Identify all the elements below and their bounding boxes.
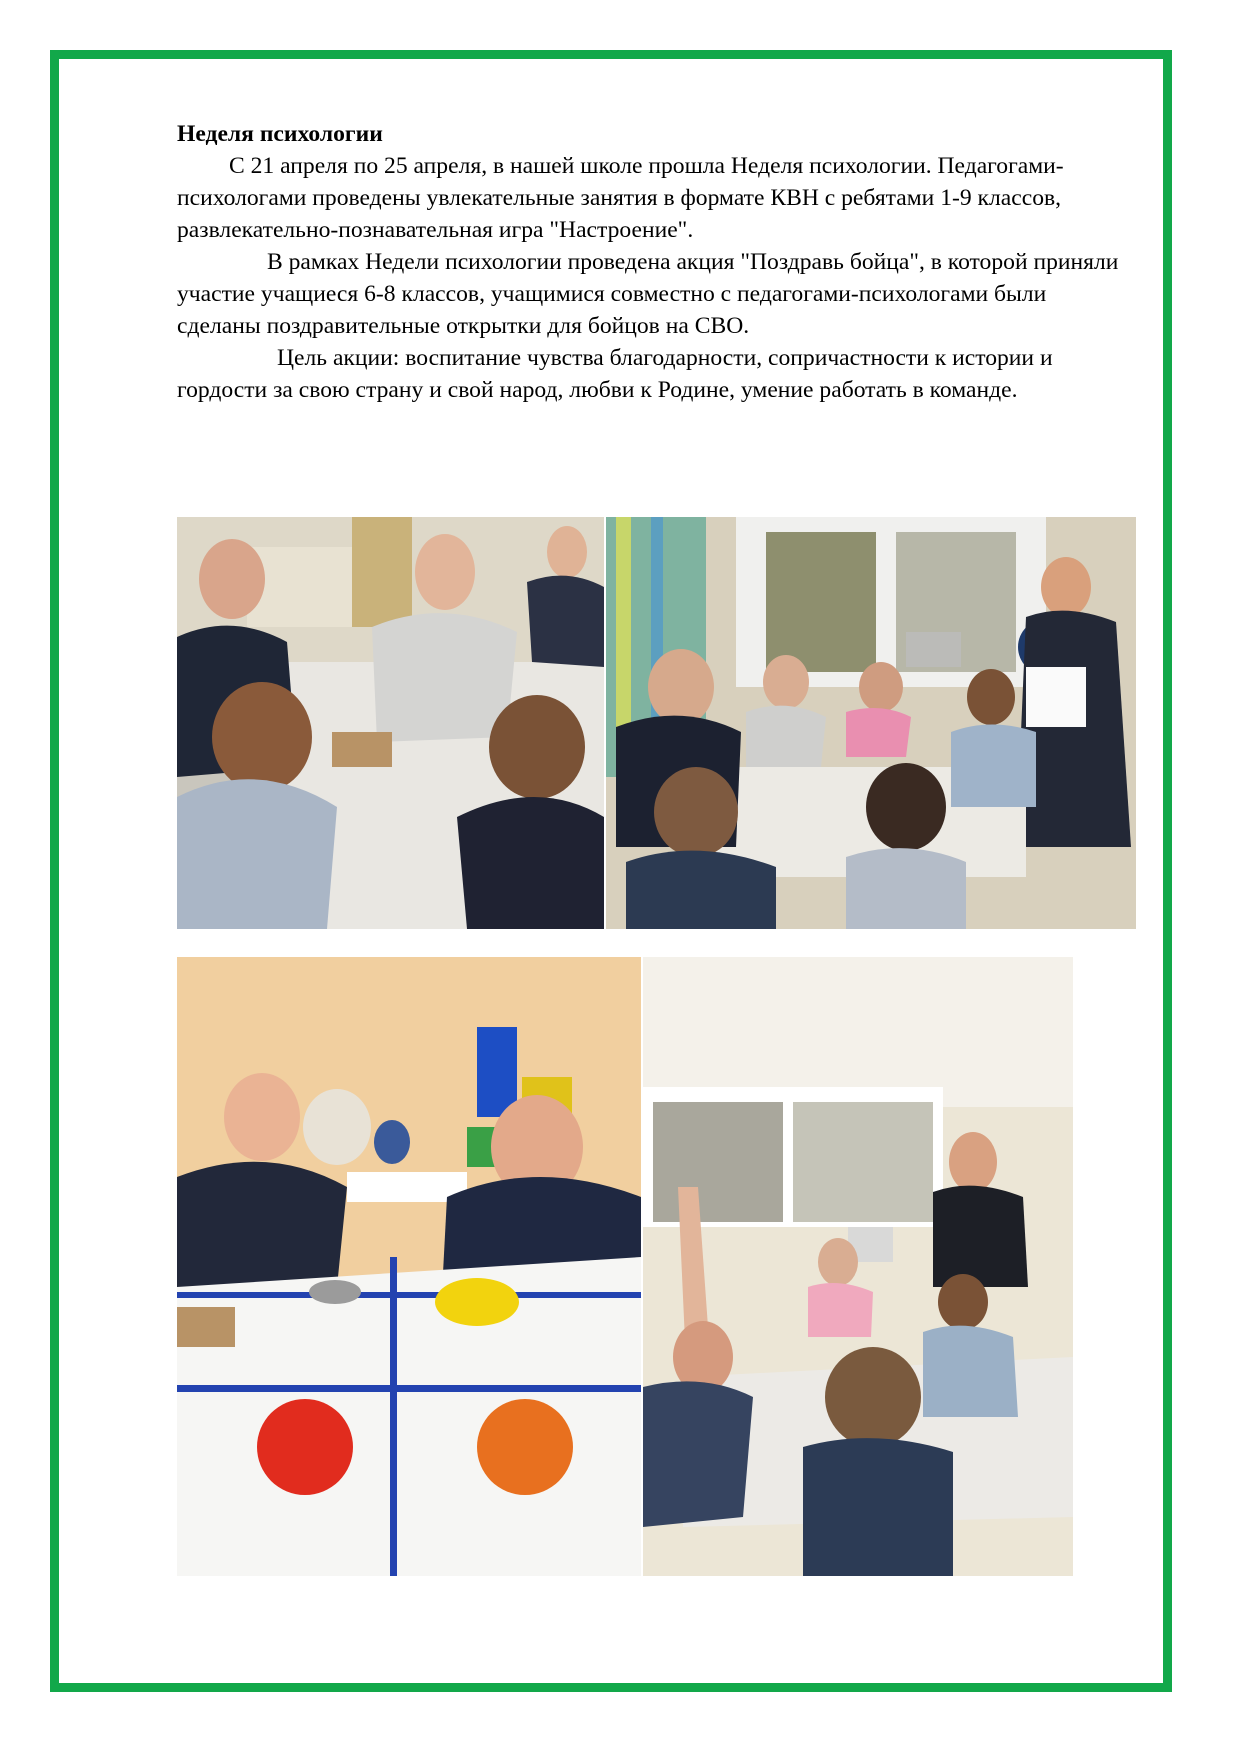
article [177,118,1127,406]
article-paragraph-1: С 21 апреля по 25 апреля, в нашей школе прошла Неделя психологии. Педагогами-психологами проведены увлекательные занятия в формате КВН с ребятами 1-9 классов, развлекательно-познавательная игра "Настроение". [177,153,1064,243]
photo-students-drawing-mood-chart [177,957,641,1576]
article-paragraph-3: Цель акции: воспитание чувства благодарности, сопричастности к истории и гордости за свою страну и свой народ, любви к Родине, умение работать в команде. [177,345,1053,403]
article-paragraph-2: В рамках Недели психологии проведена акция "Поздравь бойца", в которой приняли участие учащиеся 6-8 классов, учащимися совместно с педагогами-психологами были сделаны поздравительные открытки для бойцов на СВО. [177,249,1119,339]
photo-classroom-raised-hands [643,957,1073,1576]
photo-classroom-teacher [606,517,1136,929]
photo-students-at-table [177,517,604,929]
article-title: Неделя психологии [177,121,383,147]
